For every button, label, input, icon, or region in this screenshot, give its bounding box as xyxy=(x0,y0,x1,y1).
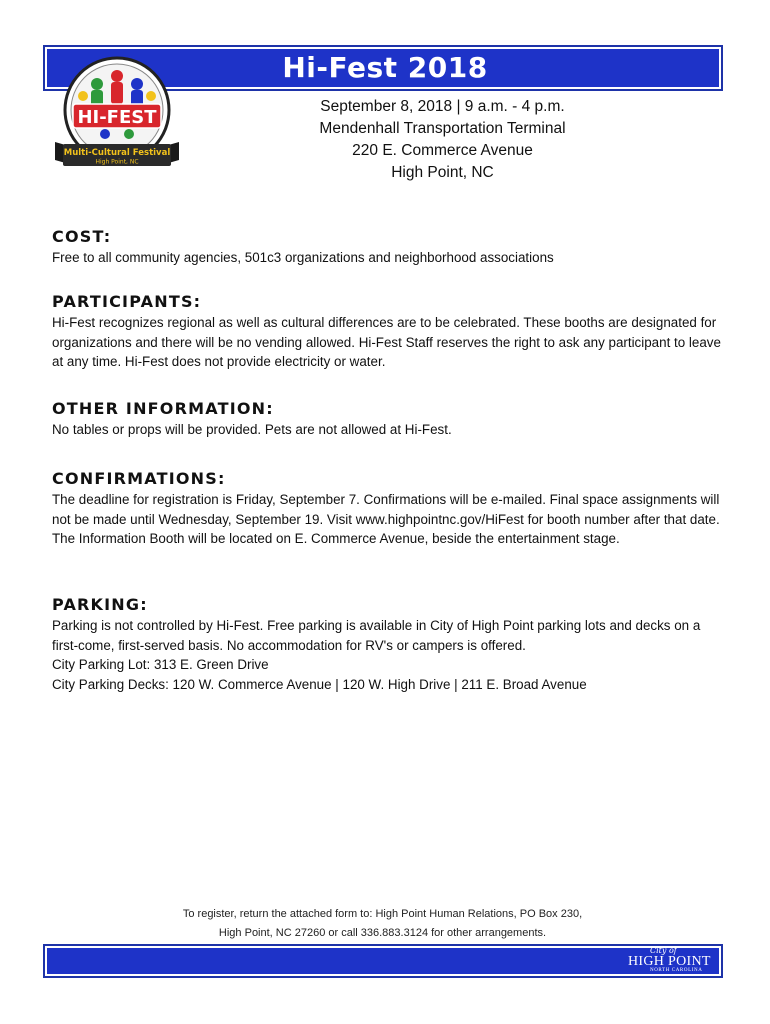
parking-section xyxy=(52,595,722,694)
participants-heading: PARTICIPANTS: xyxy=(52,292,202,311)
hifest-logo xyxy=(47,38,187,178)
event-date: September 8, 2018 | 9 a.m. - 4 p.m. xyxy=(320,98,565,115)
registration-line-2: High Point, NC 27260 or call 336.883.3124 for other arrangements. xyxy=(218,927,547,939)
participants-body: Hi-Fest recognizes regional as well as cultural differences are to be celebrated. These booths are designated for organizations and there will be no vending allowed. Hi-Fest Staff reserves the right to ask any participant to leave at any time. Hi-Fest does not provide electricity or water. xyxy=(52,315,721,369)
parking-body: Parking is not controlled by Hi-Fest. Free parking is available in City of High Point parking lots and decks on a first-come, first-served basis. No accommodation for RV's or campers is offered. xyxy=(52,618,701,653)
brand-name: HIGH POINT xyxy=(628,954,711,969)
logo-banner: Multi-Cultural Festival xyxy=(63,148,171,158)
registration-note xyxy=(150,905,615,943)
parking-lot: City Parking Lot: 313 E. Green Drive xyxy=(52,657,269,672)
other-information-body: No tables or props will be provided. Pets are not allowed at Hi-Fest. xyxy=(52,422,452,437)
parking-decks: City Parking Decks: 120 W. Commerce Avenue | 120 W. High Drive | 211 E. Broad Avenue xyxy=(52,676,587,692)
other-information-section xyxy=(52,399,722,440)
high-point-logo xyxy=(620,944,720,978)
event-venue: Mendenhall Transportation Terminal xyxy=(319,120,566,137)
logo-wordmark: HI-FEST xyxy=(77,107,157,128)
registration-line-1: To register, return the attached form to: High Point Human Relations, PO Box 230, xyxy=(182,908,583,920)
confirmations-heading: CONFIRMATIONS: xyxy=(52,469,226,488)
parking-heading: PARKING: xyxy=(52,595,148,614)
brand-state: NORTH CAROLINA xyxy=(650,968,703,973)
cost-heading: COST: xyxy=(52,227,112,246)
cost-section xyxy=(52,227,722,268)
event-info xyxy=(270,96,615,184)
confirmations-body: The deadline for registration is Friday, September 7. Confirmations will be e-mailed. Final space assignments will not be made until Wednesday, September 19. Visit www.highpointnc.gov/HiFest for booth number after that date. The Information Booth will be located on E. Commerce Avenue, beside the entertainment stage. xyxy=(52,492,720,546)
cost-body: Free to all community agencies, 501c3 organizations and neighborhood associations xyxy=(52,250,554,265)
other-information-heading: OTHER INFORMATION: xyxy=(52,399,274,418)
confirmations-section xyxy=(52,469,722,549)
logo-place: High Point, NC xyxy=(95,158,139,166)
participants-section xyxy=(52,292,722,372)
brand-city: City of xyxy=(650,946,677,955)
event-address: 220 E. Commerce Avenue xyxy=(352,142,533,159)
footer-bar xyxy=(47,948,719,974)
page-title: Hi-Fest 2018 xyxy=(282,51,488,84)
event-city: High Point, NC xyxy=(391,164,494,181)
